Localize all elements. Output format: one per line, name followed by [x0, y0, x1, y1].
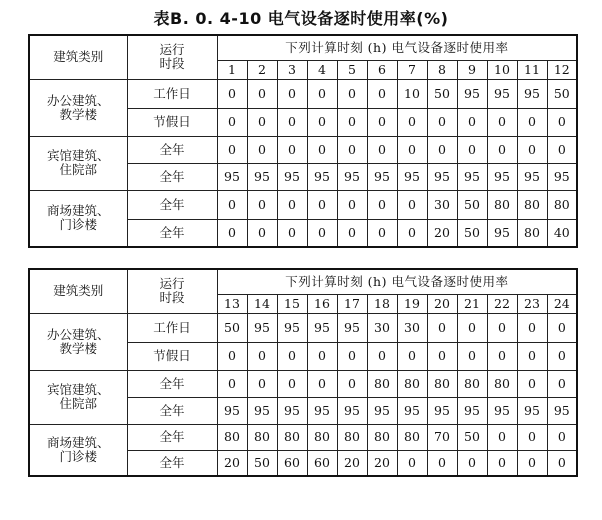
- usage-value-cell: 0: [247, 108, 277, 136]
- usage-value-cell: 95: [457, 79, 487, 108]
- usage-value-cell: 95: [307, 163, 337, 190]
- table-row: [29, 424, 577, 450]
- usage-value-cell: 30: [397, 313, 427, 342]
- usage-value-cell: 0: [547, 108, 577, 136]
- usage-value-cell: 80: [517, 219, 547, 247]
- usage-value-cell: 50: [457, 190, 487, 219]
- usage-value-cell: 80: [397, 370, 427, 397]
- usage-value-cell: 0: [517, 313, 547, 342]
- usage-value-cell: 70: [427, 424, 457, 450]
- usage-table-hours-13-24: [28, 268, 578, 477]
- usage-value-cell: 95: [397, 397, 427, 424]
- usage-value-cell: 0: [367, 342, 397, 370]
- usage-value-cell: 0: [457, 313, 487, 342]
- usage-value-cell: 0: [277, 370, 307, 397]
- category-header: [29, 35, 127, 79]
- building-category-cell: [29, 424, 127, 476]
- usage-value-cell: 95: [427, 397, 457, 424]
- usage-value-cell: 0: [397, 136, 427, 163]
- hour-header-cell: 19: [397, 294, 427, 313]
- usage-value-cell: 80: [217, 424, 247, 450]
- building-category-line: 宾馆建筑、: [46, 382, 110, 397]
- usage-value-cell: 0: [277, 190, 307, 219]
- usage-value-cell: 50: [247, 450, 277, 476]
- usage-value-cell: 0: [217, 136, 247, 163]
- usage-value-cell: 0: [517, 136, 547, 163]
- usage-value-cell: 95: [457, 163, 487, 190]
- usage-value-cell: 0: [247, 79, 277, 108]
- usage-value-cell: 95: [367, 397, 397, 424]
- hour-header-cell: 2: [247, 60, 277, 79]
- usage-value-cell: 0: [487, 450, 517, 476]
- usage-value-cell: 0: [277, 342, 307, 370]
- usage-value-cell: 80: [517, 190, 547, 219]
- usage-value-cell: 0: [397, 219, 427, 247]
- period-cell: 工作日: [127, 313, 217, 342]
- period-cell: 全年: [127, 136, 217, 163]
- usage-value-cell: 95: [547, 397, 577, 424]
- usage-value-cell: 0: [457, 136, 487, 163]
- hour-header-cell: 15: [277, 294, 307, 313]
- usage-value-cell: 80: [367, 370, 397, 397]
- usage-value-cell: 95: [337, 313, 367, 342]
- usage-value-cell: 0: [367, 136, 397, 163]
- usage-value-cell: 20: [337, 450, 367, 476]
- usage-value-cell: 95: [487, 219, 517, 247]
- table-row: [29, 79, 577, 108]
- building-category-line: 门诊楼: [59, 217, 97, 233]
- usage-value-cell: 0: [247, 219, 277, 247]
- usage-value-cell: 95: [247, 397, 277, 424]
- usage-value-cell: 0: [337, 108, 367, 136]
- hour-header-cell: 6: [367, 60, 397, 79]
- usage-value-cell: 20: [367, 450, 397, 476]
- usage-value-cell: 95: [487, 79, 517, 108]
- hour-header-cell: 14: [247, 294, 277, 313]
- usage-value-cell: 40: [547, 219, 577, 247]
- usage-value-cell: 0: [337, 219, 367, 247]
- building-category-line: 教学楼: [59, 106, 97, 122]
- hour-header-cell: 11: [517, 60, 547, 79]
- usage-value-cell: 80: [247, 424, 277, 450]
- period-cell: 节假日: [127, 342, 217, 370]
- building-category-line: 办公建筑、: [46, 92, 110, 108]
- usage-value-cell: 0: [217, 342, 247, 370]
- hour-header-cell: 18: [367, 294, 397, 313]
- period-header-line: 时段: [159, 290, 185, 306]
- usage-value-cell: 95: [337, 397, 367, 424]
- usage-value-cell: 95: [307, 397, 337, 424]
- usage-value-cell: 0: [487, 136, 517, 163]
- hour-header-cell: 13: [217, 294, 247, 313]
- hour-header-cell: 20: [427, 294, 457, 313]
- usage-value-cell: 0: [457, 450, 487, 476]
- building-category-cell: [29, 136, 127, 190]
- usage-value-cell: 0: [367, 79, 397, 108]
- usage-value-cell: 0: [247, 190, 277, 219]
- hour-header-cell: 17: [337, 294, 367, 313]
- hour-header-cell: 1: [217, 60, 247, 79]
- usage-value-cell: 0: [367, 219, 397, 247]
- usage-value-cell: 0: [247, 370, 277, 397]
- usage-value-cell: 0: [217, 108, 247, 136]
- period-cell: 全年: [127, 163, 217, 190]
- usage-value-cell: 0: [427, 342, 457, 370]
- table-row: [29, 190, 577, 219]
- hour-header-cell: 16: [307, 294, 337, 313]
- building-category-cell: [29, 313, 127, 370]
- usage-value-cell: 0: [277, 219, 307, 247]
- hour-header-cell: 24: [547, 294, 577, 313]
- usage-value-cell: 0: [517, 108, 547, 136]
- period-header-line: 时段: [159, 56, 185, 72]
- usage-value-cell: 0: [337, 79, 367, 108]
- usage-value-cell: 95: [547, 163, 577, 190]
- usage-value-cell: 0: [547, 450, 577, 476]
- usage-value-cell: 0: [217, 370, 247, 397]
- table-title: 表B. 0. 4-10 电气设备逐时使用率(%): [153, 9, 449, 28]
- hour-header-cell: 5: [337, 60, 367, 79]
- usage-value-cell: 95: [247, 313, 277, 342]
- building-category-line: 住院部: [59, 162, 97, 177]
- building-category-cell: [29, 79, 127, 136]
- hour-header-cell: 12: [547, 60, 577, 79]
- hour-span-header: 下列计算时刻 (h) 电气设备逐时使用率: [217, 35, 577, 60]
- usage-value-cell: 0: [337, 342, 367, 370]
- usage-value-cell: 95: [337, 163, 367, 190]
- usage-value-cell: 0: [397, 342, 427, 370]
- usage-value-cell: 80: [487, 370, 517, 397]
- usage-value-cell: 0: [517, 370, 547, 397]
- usage-value-cell: 0: [547, 136, 577, 163]
- usage-value-cell: 95: [367, 163, 397, 190]
- usage-value-cell: 50: [457, 424, 487, 450]
- usage-value-cell: 95: [427, 163, 457, 190]
- usage-value-cell: 0: [307, 79, 337, 108]
- period-cell: 全年: [127, 397, 217, 424]
- hour-header-cell: 8: [427, 60, 457, 79]
- hour-header-cell: 10: [487, 60, 517, 79]
- usage-value-cell: 95: [487, 163, 517, 190]
- usage-value-cell: 95: [517, 397, 547, 424]
- usage-value-cell: 95: [487, 397, 517, 424]
- usage-value-cell: 0: [457, 108, 487, 136]
- category-header-label: 建筑类别: [53, 49, 104, 65]
- usage-value-cell: 10: [397, 79, 427, 108]
- usage-value-cell: 0: [367, 190, 397, 219]
- usage-value-cell: 0: [547, 370, 577, 397]
- usage-value-cell: 0: [487, 424, 517, 450]
- usage-value-cell: 0: [307, 190, 337, 219]
- usage-value-cell: 20: [427, 219, 457, 247]
- usage-value-cell: 80: [397, 424, 427, 450]
- period-header: [127, 269, 217, 313]
- usage-value-cell: 95: [457, 397, 487, 424]
- usage-value-cell: 95: [217, 163, 247, 190]
- usage-value-cell: 0: [217, 79, 247, 108]
- usage-value-cell: 0: [487, 313, 517, 342]
- usage-value-cell: 50: [427, 79, 457, 108]
- usage-value-cell: 50: [217, 313, 247, 342]
- usage-value-cell: 0: [397, 450, 427, 476]
- hour-header-cell: 7: [397, 60, 427, 79]
- usage-value-cell: 0: [247, 136, 277, 163]
- usage-value-cell: 0: [427, 108, 457, 136]
- usage-value-cell: 0: [427, 136, 457, 163]
- usage-value-cell: 60: [307, 450, 337, 476]
- usage-value-cell: 0: [457, 342, 487, 370]
- usage-value-cell: 50: [547, 79, 577, 108]
- usage-value-cell: 80: [457, 370, 487, 397]
- usage-value-cell: 0: [277, 79, 307, 108]
- category-header: [29, 269, 127, 313]
- usage-value-cell: 95: [277, 397, 307, 424]
- period-cell: 节假日: [127, 108, 217, 136]
- usage-value-cell: 0: [517, 450, 547, 476]
- usage-value-cell: 80: [427, 370, 457, 397]
- usage-value-cell: 60: [277, 450, 307, 476]
- building-category-cell: [29, 370, 127, 424]
- hour-header-cell: 3: [277, 60, 307, 79]
- hour-span-header: 下列计算时刻 (h) 电气设备逐时使用率: [217, 269, 577, 294]
- usage-value-cell: 0: [247, 342, 277, 370]
- hour-header-cell: 4: [307, 60, 337, 79]
- category-header-label: 建筑类别: [53, 283, 104, 299]
- usage-value-cell: 0: [397, 190, 427, 219]
- usage-value-cell: 0: [427, 313, 457, 342]
- header-row: [29, 269, 577, 294]
- period-cell: 全年: [127, 219, 217, 247]
- usage-value-cell: 0: [337, 136, 367, 163]
- hour-header-cell: 21: [457, 294, 487, 313]
- usage-value-cell: 0: [307, 342, 337, 370]
- usage-value-cell: 80: [547, 190, 577, 219]
- usage-value-cell: 0: [517, 342, 547, 370]
- usage-value-cell: 0: [307, 370, 337, 397]
- usage-value-cell: 0: [307, 136, 337, 163]
- usage-value-cell: 0: [487, 342, 517, 370]
- usage-value-cell: 0: [547, 424, 577, 450]
- usage-value-cell: 95: [517, 163, 547, 190]
- usage-value-cell: 0: [517, 424, 547, 450]
- building-category-line: 门诊楼: [59, 448, 97, 464]
- building-category-line: 办公建筑、: [46, 326, 110, 342]
- table-row: [29, 313, 577, 342]
- usage-value-cell: 0: [277, 108, 307, 136]
- usage-value-cell: 0: [277, 136, 307, 163]
- hour-header-cell: 22: [487, 294, 517, 313]
- usage-value-cell: 0: [337, 370, 367, 397]
- usage-value-cell: 20: [217, 450, 247, 476]
- header-row: [29, 35, 577, 60]
- usage-value-cell: 30: [367, 313, 397, 342]
- usage-value-cell: 0: [337, 190, 367, 219]
- usage-value-cell: 0: [367, 108, 397, 136]
- usage-value-cell: 30: [427, 190, 457, 219]
- usage-value-cell: 0: [397, 108, 427, 136]
- period-cell: 全年: [127, 424, 217, 450]
- usage-value-cell: 0: [547, 313, 577, 342]
- usage-value-cell: 95: [277, 163, 307, 190]
- building-category-line: 教学楼: [59, 340, 97, 356]
- building-category-line: 商场建筑、: [46, 203, 110, 219]
- building-category-line: 住院部: [59, 396, 97, 411]
- hour-header-cell: 23: [517, 294, 547, 313]
- building-category-cell: [29, 190, 127, 247]
- usage-value-cell: 95: [217, 397, 247, 424]
- usage-value-cell: 0: [307, 219, 337, 247]
- table-row: [29, 136, 577, 163]
- usage-value-cell: 80: [337, 424, 367, 450]
- usage-value-cell: 95: [307, 313, 337, 342]
- period-cell: 工作日: [127, 79, 217, 108]
- usage-value-cell: 95: [517, 79, 547, 108]
- period-header-line: 运行: [159, 276, 185, 292]
- building-category-line: 商场建筑、: [46, 434, 110, 450]
- usage-value-cell: 0: [547, 342, 577, 370]
- period-cell: 全年: [127, 190, 217, 219]
- usage-value-cell: 95: [277, 313, 307, 342]
- usage-table-hours-1-12: [28, 34, 578, 248]
- usage-value-cell: 0: [487, 108, 517, 136]
- usage-value-cell: 80: [487, 190, 517, 219]
- usage-value-cell: 0: [217, 190, 247, 219]
- period-header: [127, 35, 217, 79]
- period-header-line: 运行: [159, 42, 185, 58]
- period-cell: 全年: [127, 370, 217, 397]
- usage-value-cell: 80: [277, 424, 307, 450]
- usage-value-cell: 80: [367, 424, 397, 450]
- usage-value-cell: 0: [307, 108, 337, 136]
- usage-value-cell: 80: [307, 424, 337, 450]
- period-cell: 全年: [127, 450, 217, 476]
- usage-value-cell: 95: [397, 163, 427, 190]
- hour-header-cell: 9: [457, 60, 487, 79]
- table-row: [29, 370, 577, 397]
- usage-value-cell: 50: [457, 219, 487, 247]
- building-category-line: 宾馆建筑、: [46, 148, 110, 163]
- usage-value-cell: 0: [217, 219, 247, 247]
- usage-value-cell: 0: [427, 450, 457, 476]
- usage-value-cell: 95: [247, 163, 277, 190]
